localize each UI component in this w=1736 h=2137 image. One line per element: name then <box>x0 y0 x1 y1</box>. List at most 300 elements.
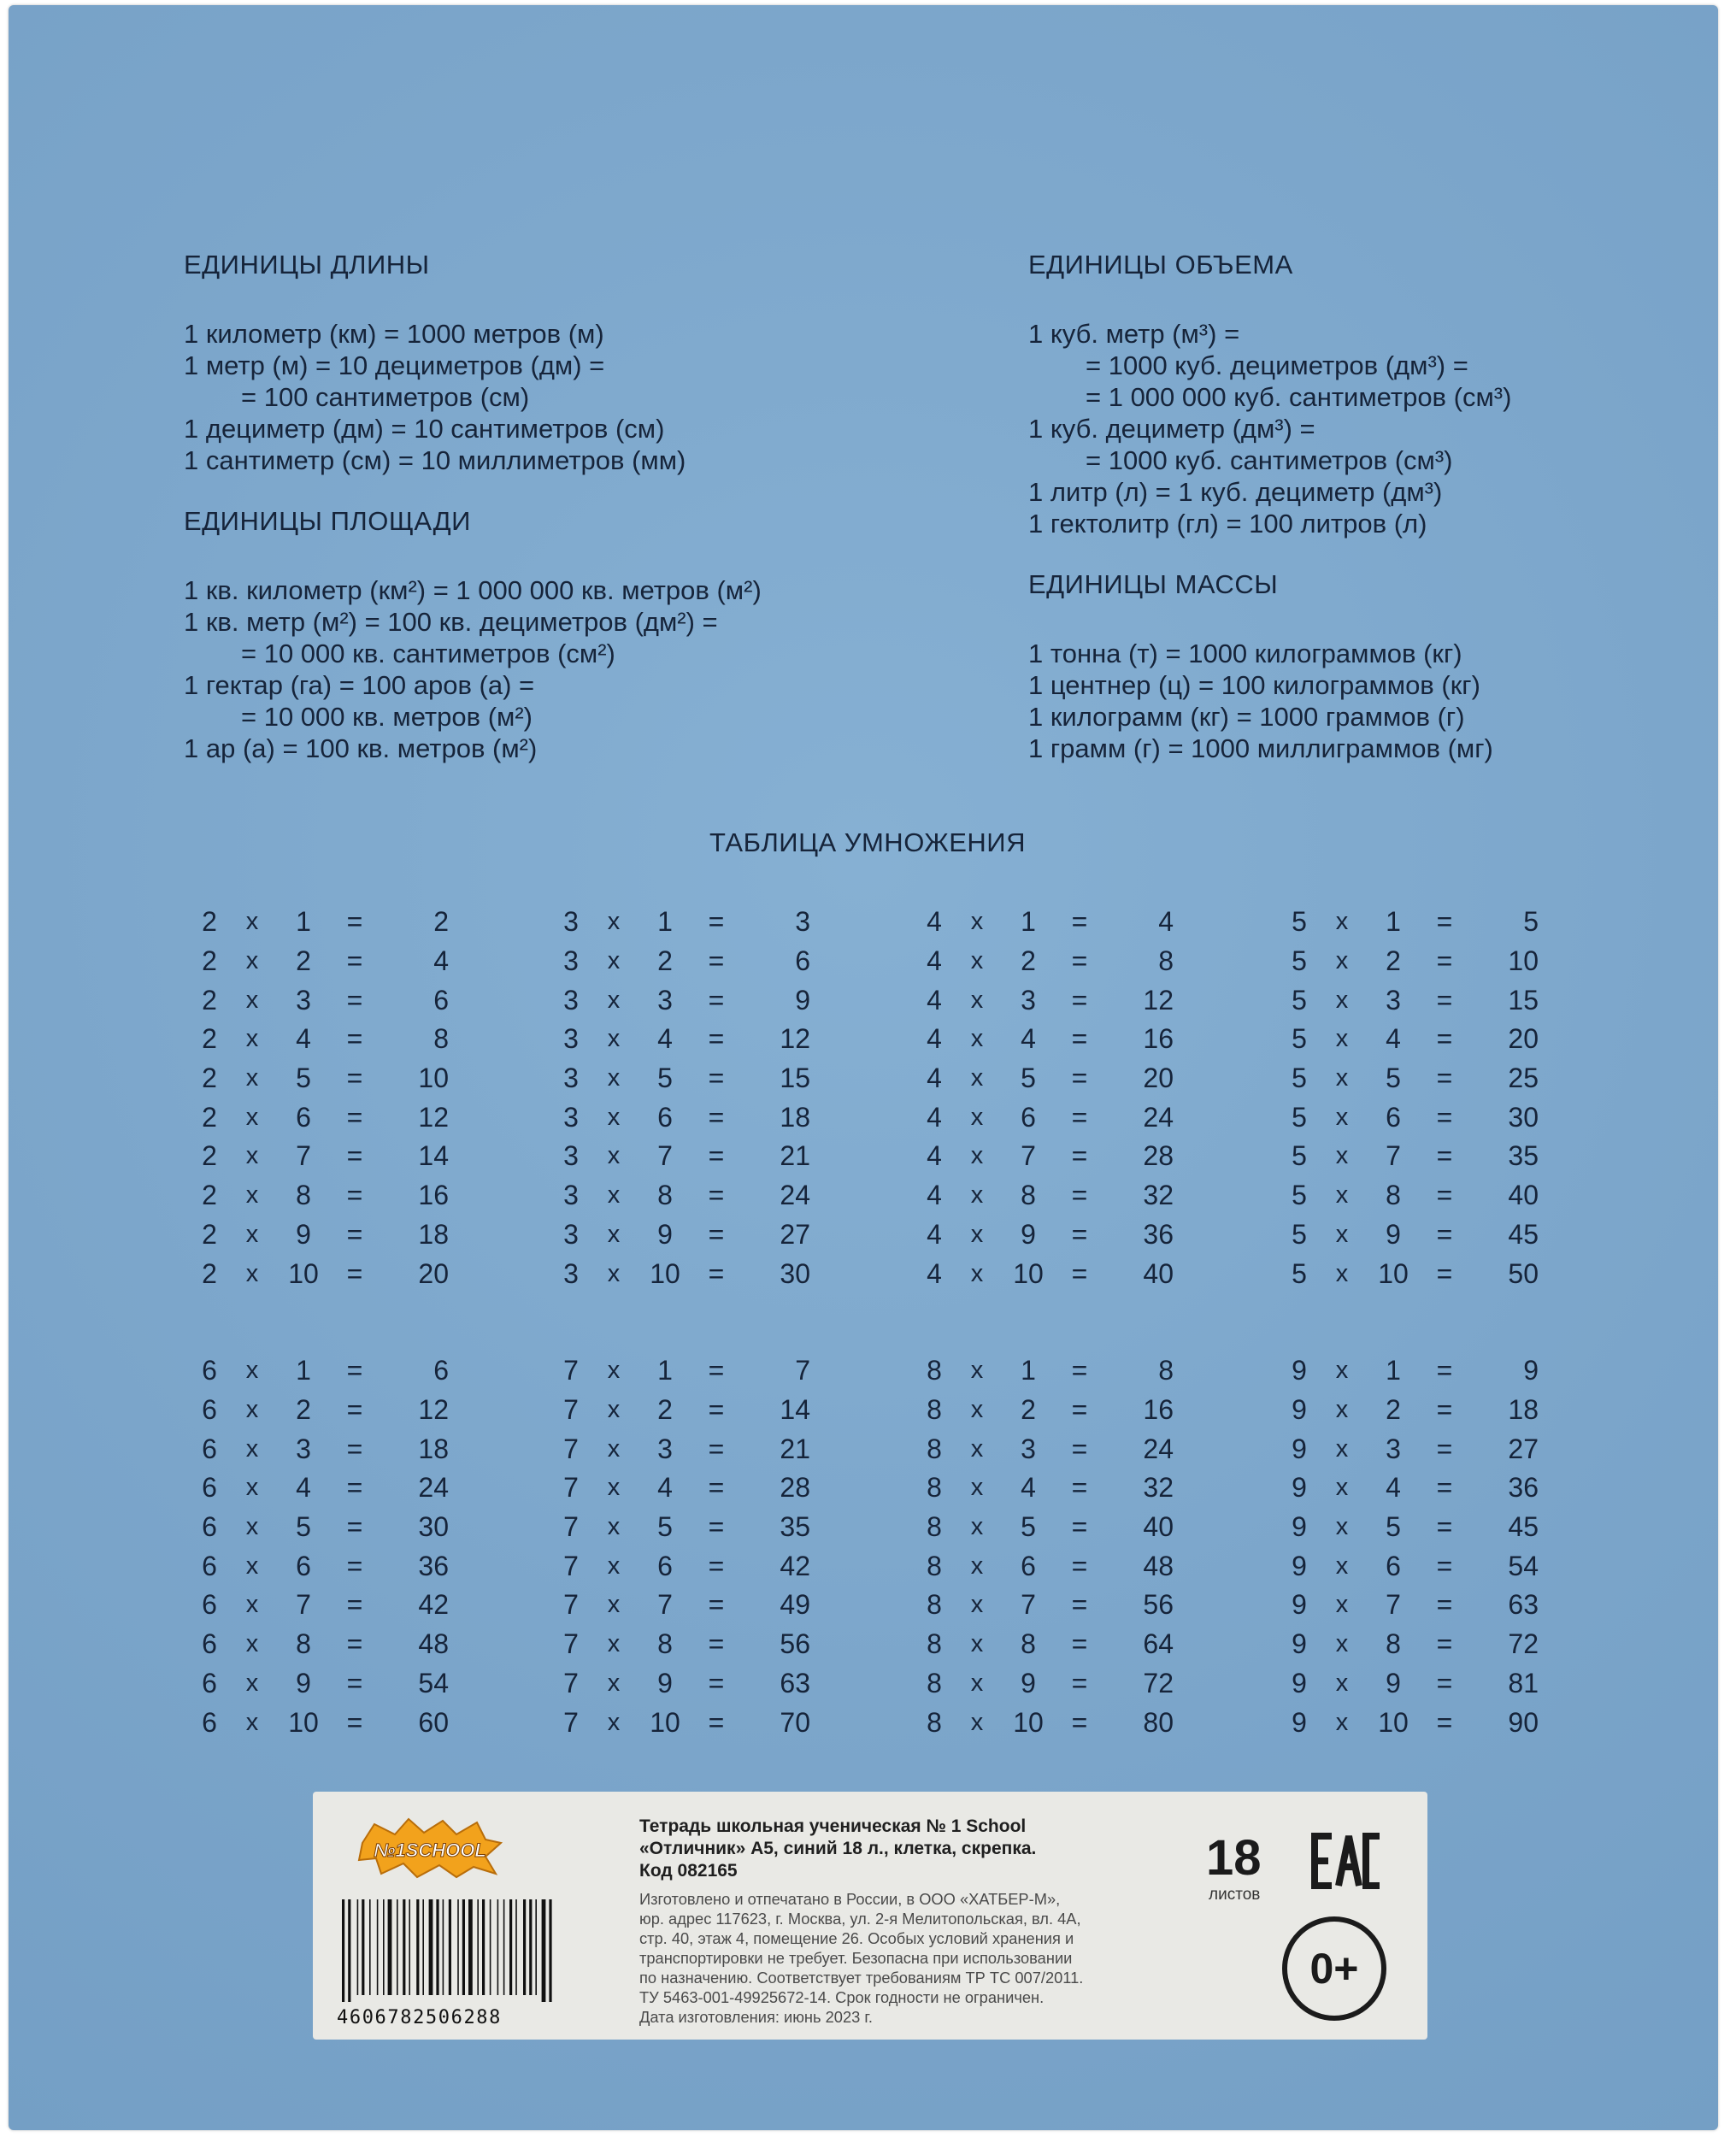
factor-b: 5 <box>1386 1063 1401 1094</box>
factor-b: 9 <box>1021 1218 1036 1250</box>
times-sign: x <box>245 1669 259 1697</box>
factor-a: 9 <box>1292 1706 1307 1738</box>
factor-a: 7 <box>563 1394 579 1426</box>
equals-sign: = <box>346 1355 363 1386</box>
product: 6 <box>433 1355 449 1386</box>
factor-a: 2 <box>202 1180 217 1211</box>
multiplication-row <box>192 1176 483 1216</box>
factor-b: 1 <box>296 906 311 938</box>
factor-a: 9 <box>1292 1433 1307 1464</box>
equals-sign: = <box>708 1023 725 1055</box>
factor-a: 6 <box>202 1667 217 1698</box>
times-sign: x <box>245 1025 259 1053</box>
times-sign: x <box>607 1434 621 1463</box>
product: 40 <box>1143 1257 1174 1289</box>
multiplication-row <box>554 1429 844 1469</box>
factor-a: 9 <box>1292 1394 1307 1426</box>
times-sign: x <box>245 1708 259 1736</box>
factor-b: 7 <box>1386 1140 1401 1172</box>
factor-a: 2 <box>202 906 217 938</box>
product: 15 <box>780 1063 810 1094</box>
barcode-bar <box>362 1899 364 1995</box>
equals-sign: = <box>1071 1218 1088 1250</box>
product: 64 <box>1143 1628 1174 1660</box>
times-sign: x <box>970 1551 984 1580</box>
multiplication-row <box>1282 1508 1573 1547</box>
times-sign: x <box>607 1513 621 1541</box>
factor-b: 1 <box>1021 1355 1036 1386</box>
multiplication-row <box>192 903 483 942</box>
times-sign: x <box>607 1396 621 1424</box>
equals-sign: = <box>1436 1218 1453 1250</box>
equals-sign: = <box>1071 1628 1088 1660</box>
equals-sign: = <box>1436 1550 1453 1581</box>
factor-b: 4 <box>296 1023 311 1055</box>
product: 81 <box>1508 1667 1539 1698</box>
equals-sign: = <box>708 1394 725 1426</box>
times-sign: x <box>607 1708 621 1736</box>
equals-sign: = <box>346 984 363 1016</box>
factor-a: 9 <box>1292 1628 1307 1660</box>
equals-sign: = <box>1436 1472 1453 1504</box>
barcode-bar <box>383 1899 385 1995</box>
factor-a: 5 <box>1292 945 1307 977</box>
multiplication-block-3 <box>554 903 844 1293</box>
equals-sign: = <box>708 1589 725 1621</box>
multiplication-row <box>1282 1059 1573 1098</box>
product: 48 <box>1143 1550 1174 1581</box>
multiplication-row <box>917 1586 1208 1625</box>
factor-a: 2 <box>202 1101 217 1133</box>
product: 7 <box>795 1355 810 1386</box>
product: 14 <box>780 1394 810 1426</box>
multiplication-row <box>1282 980 1573 1020</box>
factor-b: 8 <box>657 1180 673 1211</box>
details-line: юр. адрес 117623, г. Москва, ул. 2-я Мелитопольская, вл. 4А, <box>639 1910 1081 1928</box>
product: 42 <box>418 1589 449 1621</box>
factor-a: 9 <box>1292 1667 1307 1698</box>
factor-a: 8 <box>927 1355 942 1386</box>
equals-sign: = <box>1436 1511 1453 1543</box>
multiplication-row <box>554 1625 844 1664</box>
multiplication-row <box>192 942 483 981</box>
factor-a: 7 <box>563 1550 579 1581</box>
factor-a: 6 <box>202 1355 217 1386</box>
barcode-bar <box>529 1899 532 1995</box>
factor-a: 4 <box>927 1257 942 1289</box>
factor-a: 5 <box>1292 1063 1307 1094</box>
unit-line: = 1 000 000 куб. сантиметров (см³) <box>1086 382 1512 412</box>
factor-a: 5 <box>1292 1140 1307 1172</box>
equals-sign: = <box>1071 1063 1088 1094</box>
factor-a: 2 <box>202 1063 217 1094</box>
times-sign: x <box>970 1630 984 1658</box>
times-sign: x <box>245 1630 259 1658</box>
factor-a: 8 <box>927 1550 942 1581</box>
factor-a: 8 <box>927 1667 942 1698</box>
barcode-bar <box>523 1899 526 1995</box>
product: 36 <box>1508 1472 1539 1504</box>
times-sign: x <box>607 1357 621 1385</box>
equals-sign: = <box>708 906 725 938</box>
equals-sign: = <box>708 1433 725 1464</box>
factor-a: 9 <box>1292 1550 1307 1581</box>
multiplication-row <box>917 1176 1208 1216</box>
equals-sign: = <box>1436 1063 1453 1094</box>
factor-b: 10 <box>650 1706 680 1738</box>
times-sign: x <box>607 1591 621 1619</box>
equals-sign: = <box>708 1628 725 1660</box>
factor-a: 9 <box>1292 1355 1307 1386</box>
factor-b: 1 <box>1386 1355 1401 1386</box>
factor-b: 7 <box>657 1589 673 1621</box>
section-title: ЕДИНИЦЫ МАССЫ <box>1028 569 1279 599</box>
multiplication-row <box>192 980 483 1020</box>
times-sign: x <box>245 1474 259 1502</box>
factor-b: 8 <box>1021 1180 1036 1211</box>
equals-sign: = <box>346 1667 363 1698</box>
product: 24 <box>418 1472 449 1504</box>
factor-b: 9 <box>1386 1218 1401 1250</box>
times-sign: x <box>1335 1064 1349 1092</box>
details-line: Дата изготовления: июнь 2023 г. <box>639 2008 873 2026</box>
multiplication-block-8 <box>917 1351 1208 1742</box>
factor-a: 6 <box>202 1472 217 1504</box>
area-units-section <box>184 506 762 764</box>
multiplication-row <box>192 1703 483 1742</box>
factor-b: 7 <box>1021 1589 1036 1621</box>
times-sign: x <box>1335 908 1349 936</box>
unit-line: 1 кв. метр (м²) = 100 кв. дециметров (дм²) = <box>184 607 718 637</box>
times-sign: x <box>970 1396 984 1424</box>
multiplication-row <box>917 1137 1208 1176</box>
times-sign: x <box>970 1103 984 1131</box>
multiplication-row <box>554 1664 844 1704</box>
multiplication-row <box>192 1391 483 1430</box>
equals-sign: = <box>1436 1628 1453 1660</box>
multiplication-row <box>192 1586 483 1625</box>
factor-b: 5 <box>296 1063 311 1094</box>
times-sign: x <box>245 1142 259 1170</box>
multiplication-row <box>917 1469 1208 1508</box>
product: 25 <box>1508 1063 1539 1094</box>
product: 32 <box>1143 1472 1174 1504</box>
product: 28 <box>780 1472 810 1504</box>
factor-b: 4 <box>657 1023 673 1055</box>
times-sign: x <box>1335 1396 1349 1424</box>
times-sign: x <box>607 1474 621 1502</box>
factor-b: 9 <box>657 1218 673 1250</box>
factor-a: 8 <box>927 1589 942 1621</box>
factor-b: 2 <box>657 1394 673 1426</box>
factor-a: 7 <box>563 1355 579 1386</box>
product: 35 <box>1508 1140 1539 1172</box>
factor-a: 4 <box>927 984 942 1016</box>
barcode-bar <box>468 1899 473 1995</box>
product: 54 <box>1508 1550 1539 1581</box>
multiplication-row <box>1282 1098 1573 1137</box>
factor-a: 8 <box>927 1511 942 1543</box>
factor-a: 5 <box>1292 1218 1307 1250</box>
product: 72 <box>1143 1667 1174 1698</box>
multiplication-row <box>1282 1351 1573 1391</box>
times-sign: x <box>607 1551 621 1580</box>
factor-b: 3 <box>1021 984 1036 1016</box>
times-sign: x <box>607 1064 621 1092</box>
multiplication-row <box>917 903 1208 942</box>
equals-sign: = <box>708 945 725 977</box>
equals-sign: = <box>346 1433 363 1464</box>
product: 21 <box>780 1433 810 1464</box>
equals-sign: = <box>1071 1023 1088 1055</box>
equals-sign: = <box>1071 1180 1088 1211</box>
unit-line: 1 центнер (ц) = 100 килограммов (кг) <box>1028 670 1480 700</box>
multiplication-row <box>1282 1216 1573 1255</box>
multiplication-block-9 <box>1282 1351 1573 1742</box>
factor-b: 8 <box>296 1180 311 1211</box>
product-line: Тетрадь школьная ученическая № 1 School <box>639 1816 1027 1836</box>
unit-line: 1 дециметр (дм) = 10 сантиметров (см) <box>184 414 665 444</box>
product: 56 <box>1143 1589 1174 1621</box>
equals-sign: = <box>708 1101 725 1133</box>
unit-line: = 100 сантиметров (см) <box>241 382 530 412</box>
equals-sign: = <box>346 945 363 977</box>
factor-a: 6 <box>202 1394 217 1426</box>
barcode-bar <box>515 1899 517 1995</box>
factor-b: 6 <box>1386 1550 1401 1581</box>
barcode-bar <box>542 1899 546 2002</box>
times-sign: x <box>970 986 984 1014</box>
factor-a: 3 <box>563 984 579 1016</box>
factor-b: 3 <box>296 1433 311 1464</box>
multiplication-row <box>554 1586 844 1625</box>
section-title: ЕДИНИЦЫ ОБЪЕМА <box>1028 250 1293 280</box>
product: 15 <box>1508 984 1539 1016</box>
multiplication-row <box>192 1429 483 1469</box>
product-label <box>313 1792 1427 2040</box>
product-description <box>639 1816 1186 2027</box>
factor-b: 7 <box>296 1140 311 1172</box>
equals-sign: = <box>1071 1550 1088 1581</box>
product: 80 <box>1143 1706 1174 1738</box>
factor-b: 4 <box>1386 1472 1401 1504</box>
times-sign: x <box>1335 1669 1349 1697</box>
barcode-bar <box>462 1899 465 1995</box>
times-sign: x <box>1335 1591 1349 1619</box>
equals-sign: = <box>708 1180 725 1211</box>
multiplication-block-5 <box>1282 903 1573 1293</box>
product: 60 <box>418 1706 449 1738</box>
brand-logo <box>357 1817 503 1879</box>
multiplication-row <box>917 1216 1208 1255</box>
barcode-bar <box>348 1899 350 2002</box>
factor-a: 7 <box>563 1628 579 1660</box>
times-sign: x <box>607 1669 621 1697</box>
multiplication-row <box>1282 1469 1573 1508</box>
times-sign: x <box>607 1142 621 1170</box>
unit-line: 1 сантиметр (см) = 10 миллиметров (мм) <box>184 445 686 475</box>
multiplication-block-6 <box>192 1351 483 1742</box>
volume-units-section <box>1028 250 1511 539</box>
factor-b: 9 <box>296 1667 311 1698</box>
factor-a: 7 <box>563 1706 579 1738</box>
factor-a: 6 <box>202 1433 217 1464</box>
equals-sign: = <box>1071 1589 1088 1621</box>
factor-a: 4 <box>927 1101 942 1133</box>
product: 56 <box>780 1628 810 1660</box>
factor-b: 2 <box>296 945 311 977</box>
multiplication-row <box>554 1469 844 1508</box>
times-sign: x <box>245 908 259 936</box>
equals-sign: = <box>1436 1355 1453 1386</box>
factor-b: 10 <box>1013 1257 1044 1289</box>
times-sign: x <box>607 1220 621 1248</box>
factor-a: 4 <box>927 1180 942 1211</box>
equals-sign: = <box>1071 1667 1088 1698</box>
equals-sign: = <box>1071 1257 1088 1289</box>
multiplication-block-7 <box>554 1351 844 1742</box>
product: 49 <box>780 1589 810 1621</box>
factor-a: 7 <box>563 1472 579 1504</box>
times-sign: x <box>245 1064 259 1092</box>
product: 16 <box>1143 1394 1174 1426</box>
equals-sign: = <box>346 1063 363 1094</box>
multiplication-row <box>554 1059 844 1098</box>
product: 30 <box>1508 1101 1539 1133</box>
times-sign: x <box>245 1513 259 1541</box>
times-sign: x <box>245 1357 259 1385</box>
multiplication-row <box>917 980 1208 1020</box>
times-sign: x <box>1335 947 1349 975</box>
equals-sign: = <box>346 1101 363 1133</box>
notebook-back-cover <box>9 5 1718 2130</box>
product: 8 <box>1158 1355 1174 1386</box>
product: 27 <box>1508 1433 1539 1464</box>
product: 12 <box>780 1023 810 1055</box>
product: 30 <box>780 1257 810 1289</box>
factor-b: 1 <box>1386 906 1401 938</box>
product: 12 <box>418 1394 449 1426</box>
factor-b: 3 <box>657 1433 673 1464</box>
times-sign: x <box>607 1630 621 1658</box>
multiplication-row <box>917 1703 1208 1742</box>
factor-a: 6 <box>202 1706 217 1738</box>
times-sign: x <box>970 1669 984 1697</box>
factor-b: 1 <box>657 906 673 938</box>
factor-b: 9 <box>657 1667 673 1698</box>
factor-b: 4 <box>1386 1023 1401 1055</box>
multiplication-row <box>1282 1586 1573 1625</box>
factor-b: 8 <box>1386 1628 1401 1660</box>
factor-a: 9 <box>1292 1472 1307 1504</box>
equals-sign: = <box>1071 1472 1088 1504</box>
equals-sign: = <box>1436 945 1453 977</box>
factor-b: 8 <box>657 1628 673 1660</box>
barcode-bar <box>422 1899 424 1995</box>
product: 21 <box>780 1140 810 1172</box>
factor-b: 1 <box>657 1355 673 1386</box>
times-sign: x <box>607 1025 621 1053</box>
barcode-bar <box>409 1899 410 1995</box>
factor-a: 5 <box>1292 1101 1307 1133</box>
sheet-count: 18 <box>1206 1830 1262 1886</box>
times-sign: x <box>1335 1103 1349 1131</box>
factor-a: 4 <box>927 1063 942 1094</box>
factor-b: 10 <box>650 1257 680 1289</box>
equals-sign: = <box>346 1140 363 1172</box>
barcode-bar <box>482 1899 485 1995</box>
barcode-bar <box>342 1899 344 2002</box>
multiplication-row <box>1282 1546 1573 1586</box>
factor-a: 3 <box>563 1140 579 1172</box>
unit-line: 1 гектар (га) = 100 аров (а) = <box>184 670 535 700</box>
times-sign: x <box>245 1396 259 1424</box>
multiplication-row <box>554 980 844 1020</box>
multiplication-row <box>192 1625 483 1664</box>
factor-b: 5 <box>1021 1063 1036 1094</box>
details-line: транспортировки не требует. Безопасна при использовании <box>639 1949 1073 1967</box>
barcode-bar <box>549 1899 551 2002</box>
multiplication-block-2 <box>192 903 483 1293</box>
multiplication-row <box>1282 1429 1573 1469</box>
factor-b: 7 <box>1021 1140 1036 1172</box>
factor-a: 8 <box>927 1628 942 1660</box>
times-sign: x <box>1335 1220 1349 1248</box>
times-sign: x <box>607 947 621 975</box>
multiplication-row <box>192 1664 483 1704</box>
product: 54 <box>418 1667 449 1698</box>
barcode-bar <box>377 1899 379 1995</box>
factor-a: 5 <box>1292 906 1307 938</box>
product: 10 <box>1508 945 1539 977</box>
times-sign: x <box>970 1357 984 1385</box>
age-rating-badge: 0+ <box>1282 1916 1386 2021</box>
factor-b: 6 <box>1021 1101 1036 1133</box>
times-sign: x <box>1335 1551 1349 1580</box>
multiplication-row <box>1282 942 1573 981</box>
product: 48 <box>418 1628 449 1660</box>
factor-a: 2 <box>202 945 217 977</box>
factor-b: 6 <box>296 1101 311 1133</box>
product: 2 <box>433 906 449 938</box>
times-sign: x <box>970 1220 984 1248</box>
product: 70 <box>780 1706 810 1738</box>
factor-a: 4 <box>927 906 942 938</box>
equals-sign: = <box>1071 1511 1088 1543</box>
equals-sign: = <box>1436 1101 1453 1133</box>
equals-sign: = <box>1071 984 1088 1016</box>
factor-a: 3 <box>563 1063 579 1094</box>
equals-sign: = <box>346 1257 363 1289</box>
factor-b: 2 <box>1386 945 1401 977</box>
unit-line: 1 ар (а) = 100 кв. метров (м²) <box>184 733 538 763</box>
equals-sign: = <box>346 1218 363 1250</box>
times-sign: x <box>245 947 259 975</box>
factor-b: 8 <box>1386 1180 1401 1211</box>
factor-b: 9 <box>1021 1667 1036 1698</box>
factor-b: 7 <box>296 1589 311 1621</box>
equals-sign: = <box>1436 1257 1453 1289</box>
logo-text: №1SCHOOL <box>374 1840 486 1861</box>
factor-a: 6 <box>202 1550 217 1581</box>
times-sign: x <box>607 986 621 1014</box>
factor-a: 2 <box>202 1218 217 1250</box>
equals-sign: = <box>1436 1589 1453 1621</box>
factor-a: 7 <box>563 1589 579 1621</box>
factor-a: 4 <box>927 1218 942 1250</box>
product: 50 <box>1508 1257 1539 1289</box>
multiplication-row <box>192 1216 483 1255</box>
